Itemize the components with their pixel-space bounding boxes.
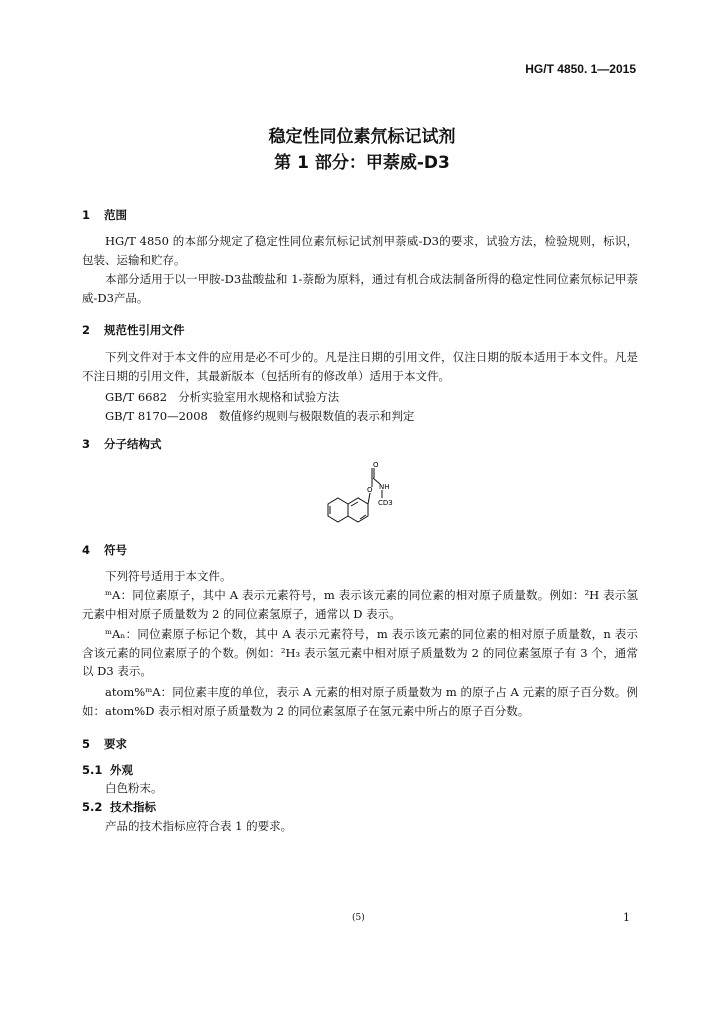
atom-label-cd3: CD3 <box>378 499 393 507</box>
section-number: 5 <box>82 737 91 751</box>
section-title: 分子结构式 <box>104 437 162 451</box>
section-title: 技术指标 <box>110 800 156 814</box>
section-1-paragraph-2: 本部分适用于以一甲胺-D3盐酸盐和 1-萘酚为原料，通过有机合成法制备所得的稳定性同位素氘标记甲萘威-D3产品。 <box>82 272 638 305</box>
section-5-2-heading <box>82 799 156 815</box>
section-number: 4 <box>82 543 91 557</box>
footer-sheet-number: (5) <box>352 913 365 923</box>
section-1-paragraph-1: HG/T 4850 的本部分规定了稳定性同位素氘标记试剂甲萘威-D3的要求，试验方法，检验规则，标识，包装、运输和贮存。 <box>82 234 638 267</box>
document-title-line1: 稳定性同位素氘标记试剂 <box>268 127 456 147</box>
section-5-1-paragraph: 白色粉末。 <box>105 781 163 795</box>
section-title: 符号 <box>104 543 127 557</box>
section-number: 2 <box>82 323 91 337</box>
section-5-2-paragraph: 产品的技术指标应符合表 1 的要求。 <box>105 819 293 833</box>
section-number: 5.2 <box>82 800 103 814</box>
section-2-heading <box>82 322 185 338</box>
atom-label-o-ester: O <box>367 486 373 494</box>
atom-label-o-carbonyl: O <box>373 461 379 469</box>
reference-gbt-6682: GB/T 6682 分析实验室用水规格和试验方法 <box>105 390 340 404</box>
section-number: 1 <box>82 208 91 222</box>
section-4-paragraph-2: ᵐA：同位素原子，其中 A 表示元素符号，m 表示该元素的同位素的相对原子质量数。例如：²H 表示氢元素中相对原子质量数为 2 的同位素氢原子，通常以 D 表示。 <box>82 588 638 621</box>
section-4-paragraph-4: atom%ᵐA：同位素丰度的单位，表示 A 元素的相对原子质量数为 m 的原子占 A 元素的原子百分数。例如：atom%D 表示相对原子质量数为 2 的同位素氢原子在氢元素中所占的原子百分数。 <box>82 685 638 718</box>
section-4-paragraph-3: ᵐAₙ：同位素原子标记个数，其中 A 表示元素符号，m 表示该元素的同位素的相对原子质量数，n 表示含该元素的同位素原子的个数。例如：²H₃ 表示氢元素中相对原子质量数为 2 的同位素氢原子有 3 个，通常以 D3 表示。 <box>82 627 638 678</box>
section-3-heading <box>82 436 162 452</box>
section-4-heading <box>82 542 127 558</box>
molecular-structure-diagram <box>318 460 398 530</box>
section-1-heading <box>82 207 127 223</box>
section-5-1-heading <box>82 762 133 778</box>
section-title: 规范性引用文件 <box>104 323 185 337</box>
section-4-paragraph-1: 下列符号适用于本文件。 <box>105 569 232 583</box>
section-5-heading <box>82 736 127 752</box>
section-2-paragraph-1: 下列文件对于本文件的应用是必不可少的。凡是注日期的引用文件，仅注日期的版本适用于本文件。凡是不注日期的引用文件，其最新版本（包括所有的修改单）适用于本文件。 <box>82 350 638 383</box>
section-title: 要求 <box>104 737 127 751</box>
page-number: 1 <box>623 911 630 924</box>
reference-gbt-8170: GB/T 8170—2008 数值修约规则与极限数值的表示和判定 <box>105 409 415 423</box>
document-title-line2: 第 1 部分：甲萘威-D3 <box>274 153 450 173</box>
standard-code: HG/T 4850. 1—2015 <box>525 62 636 76</box>
section-number: 5.1 <box>82 763 103 777</box>
section-title: 外观 <box>110 763 133 777</box>
atom-label-nh: NH <box>379 483 390 491</box>
section-number: 3 <box>82 437 91 451</box>
section-title: 范围 <box>104 208 127 222</box>
